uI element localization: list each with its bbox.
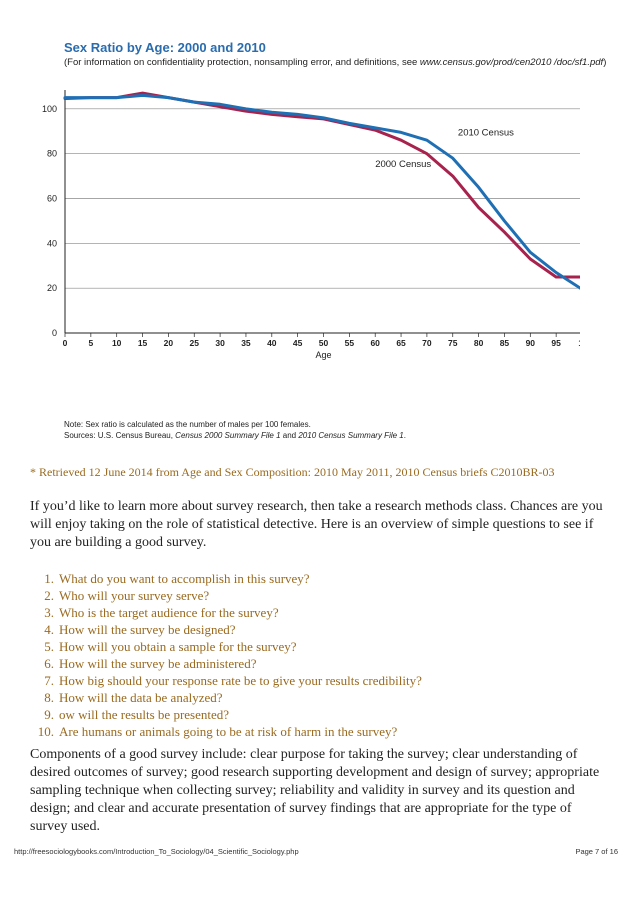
question-text: How will the survey be administered? xyxy=(59,656,257,671)
figure-note-text: Note: Sex ratio is calculated as the number of males per 100 females. xyxy=(64,420,311,429)
question-item xyxy=(30,638,610,655)
sources-mid: and xyxy=(280,431,299,440)
sex-ratio-chart xyxy=(0,90,580,420)
series-annotation: 2000 Census xyxy=(375,159,432,171)
footer-page-number: Page 7 of 16 xyxy=(575,847,618,856)
x-tick-label: 10 xyxy=(111,338,122,348)
question-number: 3. xyxy=(44,605,54,620)
y-tick-label: 80 xyxy=(46,148,57,159)
x-tick-label: 65 xyxy=(396,338,406,348)
x-tick-label: 40 xyxy=(267,338,277,348)
survey-questions-list xyxy=(30,570,610,740)
question-item xyxy=(30,672,610,689)
question-text: How will the data be analyzed? xyxy=(59,690,223,705)
y-tick-label: 0 xyxy=(51,328,57,338)
intro-paragraph: If you’d like to learn more about survey research, then take a research methods class. Chances are you will enjoy taking on the role of statistical detective. Here is an overview of simple questions to see if you are building a good survey. xyxy=(30,499,603,550)
sources-file-2: 2010 Census Summary File 1 xyxy=(298,431,404,440)
x-tick-label: 95 xyxy=(551,338,561,348)
y-tick-label: 100 xyxy=(41,103,57,114)
figure-title: Sex Ratio by Age: 2000 and 2010 xyxy=(64,40,266,55)
x-tick-label: 15 xyxy=(137,338,148,348)
sources-file-1: Census 2000 Summary File 1 xyxy=(175,431,281,440)
question-number: 7. xyxy=(44,673,54,688)
y-tick-label: 20 xyxy=(46,283,57,294)
question-number: 9. xyxy=(44,707,54,722)
x-tick-label: 35 xyxy=(241,338,251,348)
question-text: How big should your response rate be to give your results credibility? xyxy=(59,673,422,688)
question-text: ow will the results be presented? xyxy=(59,707,230,722)
question-item xyxy=(30,689,610,706)
question-number: 8. xyxy=(44,690,54,705)
question-number: 1. xyxy=(44,571,54,586)
x-tick-label: 55 xyxy=(344,338,355,348)
series-annotation: 2010 Census xyxy=(457,127,514,139)
figure-note xyxy=(64,419,609,441)
x-tick-label: 25 xyxy=(189,338,199,348)
footer-url[interactable]: http://freesociologybooks.com/Introduction_To_Sociology/04_Scientific_Sociology.php xyxy=(14,847,299,856)
question-number: 4. xyxy=(44,622,54,637)
y-tick-label: 40 xyxy=(46,238,57,249)
question-item xyxy=(30,655,610,672)
question-text: What do you want to accomplish in this survey? xyxy=(59,571,310,586)
y-tick-label: 60 xyxy=(46,193,57,204)
x-tick-label: 0 xyxy=(62,338,68,348)
figure-subtitle-link[interactable]: www.census.gov/prod/cen2010 /doc/sf1.pdf xyxy=(419,57,604,68)
sources-suffix: . xyxy=(403,431,406,440)
retrieved-note: * Retrieved 12 June 2014 from Age and Sex Composition: 2010 May 2011, 2010 Census briefs C2010BR-03 xyxy=(30,465,555,479)
question-item xyxy=(30,723,610,740)
question-item xyxy=(30,621,610,638)
series-line-1 xyxy=(65,95,580,289)
question-number: 10. xyxy=(37,724,54,739)
x-tick-label: 45 xyxy=(292,338,303,348)
x-tick-label xyxy=(578,338,580,348)
census-figure xyxy=(41,40,620,450)
question-text: Who will your survey serve? xyxy=(59,588,210,603)
question-number: 6. xyxy=(44,656,54,671)
question-item xyxy=(30,570,610,587)
question-text: How will the survey be designed? xyxy=(59,622,236,637)
components-paragraph: Components of a good survey include: clear purpose for taking the survey; clear understanding of desired outcomes of survey; good research supporting development and design of survey; appropriate sampling technique when collecting survey; reliability and validity in survey and its question and design; and clear and accurate presentation of survey findings that are appropriate for the type of survey used. xyxy=(30,747,600,834)
x-tick-label: 90 xyxy=(525,338,536,348)
x-tick-label: 30 xyxy=(215,338,225,348)
x-axis-label: Age xyxy=(315,350,332,360)
question-text: Are humans or animals going to be at risk of harm in the survey? xyxy=(59,724,398,739)
question-number: 2. xyxy=(44,588,54,603)
x-tick-label: 75 xyxy=(448,338,458,348)
x-tick-label: 50 xyxy=(318,338,329,348)
sources-prefix: Sources: U.S. Census Bureau, xyxy=(64,431,176,440)
question-item xyxy=(30,604,610,621)
figure-subtitle-prefix: (For information on confidentiality protection, nonsampling error, and definitions, see xyxy=(64,57,420,68)
figure-sources xyxy=(64,430,609,441)
figure-subtitle-suffix: ) xyxy=(603,57,607,68)
x-tick-label: 20 xyxy=(163,338,174,348)
question-number: 5. xyxy=(44,639,54,654)
x-tick-label: 70 xyxy=(422,338,432,348)
question-item xyxy=(30,587,610,604)
series-line-0 xyxy=(65,93,580,277)
x-tick-label: 85 xyxy=(499,338,510,348)
figure-subtitle xyxy=(64,57,609,69)
x-tick-label: 5 xyxy=(88,338,94,348)
x-tick-label: 80 xyxy=(473,338,484,348)
x-tick-label: 60 xyxy=(370,338,380,348)
question-text: Who is the target audience for the survey? xyxy=(59,605,279,620)
question-text: How will you obtain a sample for the survey? xyxy=(59,639,297,654)
question-item xyxy=(30,706,610,723)
